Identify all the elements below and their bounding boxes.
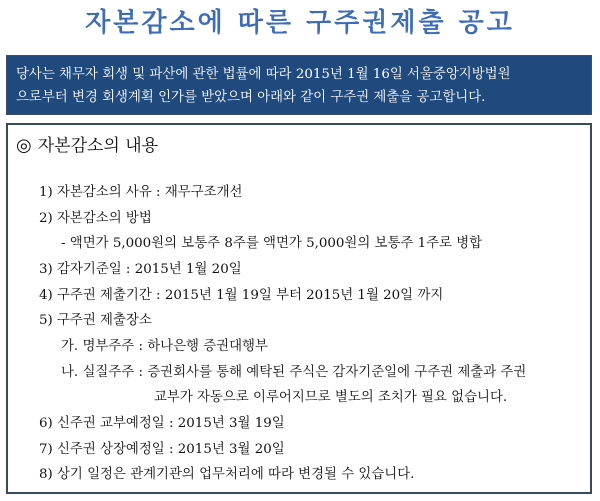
list-item: 2) 자본감소의 방법 — [39, 211, 152, 226]
intro-line-2: 으로부터 변경 회생계획 인가를 받았으며 아래와 같이 구주권 제출을 공고합니다. — [16, 90, 486, 105]
list-item: 8) 상기 일정은 관계기관의 업무처리에 따라 변경될 수 있습니다. — [39, 467, 415, 482]
notice-title: 자본감소에 따른 구주권제출 공고 — [85, 8, 515, 38]
list-item: 3) 감자기준일 : 2015년 1월 20일 — [39, 262, 242, 277]
section-heading-text: 자본감소의 내용 — [37, 136, 159, 156]
list-item: 1) 자본감소의 사유 : 재무구조개선 — [39, 185, 243, 200]
list-item: 7) 신주권 상장예정일 : 2015년 3월 20일 — [39, 442, 285, 457]
list-item: 4) 구주권 제출기간 : 2015년 1월 19일 부터 2015년 1월 20일 까지 — [39, 288, 444, 303]
list-sub-item-continued: 교부가 자동으로 이루어지므로 별도의 조치가 필요 없습니다. — [154, 390, 508, 405]
list-sub-item: 가. 명부주주 : 하나은행 증권대행부 — [61, 339, 268, 354]
double-circle-icon: ◎ — [16, 135, 32, 156]
list-sub-item: 나. 실질주주 : 증권회사를 통해 예탁된 주식은 감자기준일에 구주권 제출과 주권 — [61, 365, 527, 380]
notice-intro-banner — [6, 55, 592, 115]
list-sub-item: - 액면가 5,000원의 보통주 8주를 액면가 5,000원의 보통주 1주로 병합 — [61, 236, 483, 251]
section-heading — [16, 131, 158, 156]
intro-line-1: 당사는 채무자 회생 및 파산에 관한 법률에 따라 2015년 1월 16일 서울중앙지방법원 — [16, 67, 511, 82]
list-item: 6) 신주권 교부예정일 : 2015년 3월 19일 — [39, 416, 285, 431]
content-box — [6, 123, 592, 494]
list-item: 5) 구주권 제출장소 — [39, 313, 152, 328]
